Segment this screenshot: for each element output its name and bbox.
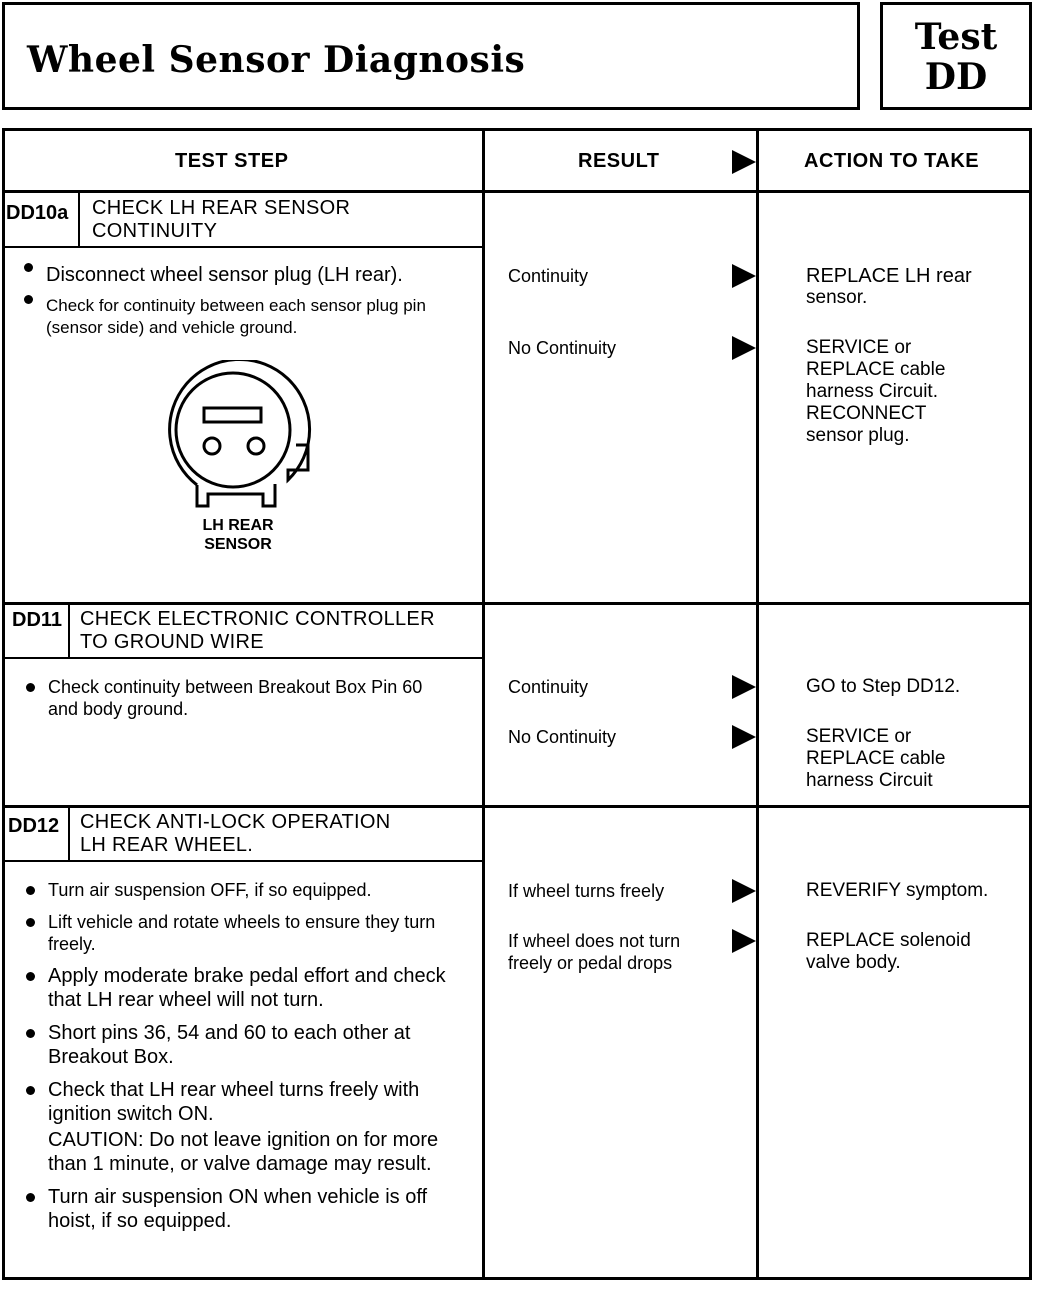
arrow-icon xyxy=(732,725,756,749)
test-code: DD xyxy=(924,56,988,98)
result-text: If wheel does not turn freely or pedal drops xyxy=(508,931,681,973)
list-item: Lift vehicle and rotate wheels to ensure they turn freely. xyxy=(26,911,466,955)
diagram-label-line: LH REAR xyxy=(202,517,274,534)
diagram-label xyxy=(178,516,298,554)
result-text: No Continuity xyxy=(508,338,617,358)
step-bullets xyxy=(26,676,426,730)
action-line: GO to Step DD12. xyxy=(806,676,961,697)
arrow-icon xyxy=(732,929,756,953)
test-id-box xyxy=(880,2,1032,110)
step-row-divider xyxy=(2,805,1032,808)
list-item: Short pins 36, 54 and 60 to each other at Breakout Box. xyxy=(26,1021,466,1069)
list-item: Check for continuity between each sensor plug pin (sensor side) and vehicle ground. xyxy=(24,295,474,339)
header-row-divider xyxy=(2,190,1032,193)
action-line: sensor plug. xyxy=(806,425,910,446)
list-item xyxy=(26,1078,466,1176)
arrow-icon xyxy=(732,336,756,360)
action-line: SERVICE or xyxy=(806,337,912,358)
column-divider-2 xyxy=(756,128,759,1280)
result-text: Continuity xyxy=(508,677,589,697)
action-line: harness Circuit xyxy=(806,770,933,791)
arrow-icon xyxy=(732,150,756,174)
action-line: valve body. xyxy=(806,952,901,973)
step-title-divider xyxy=(2,246,484,248)
step-title-divider xyxy=(2,860,484,862)
diagram-label-line: SENSOR xyxy=(204,536,272,553)
sensor-connector-diagram xyxy=(160,360,316,516)
result-text: Continuity xyxy=(508,266,589,286)
list-item-text: Check that LH rear wheel turns freely with ignition switch ON. xyxy=(48,1079,420,1125)
step-title-line: CHECK ANTI-LOCK OPERATION xyxy=(80,811,391,833)
connector-pin-1 xyxy=(204,438,220,454)
column-header-test-step: TEST STEP xyxy=(175,150,289,172)
action-line: REPLACE cable xyxy=(806,359,946,380)
connector-pin-2 xyxy=(248,438,264,454)
title-box xyxy=(2,2,860,110)
action-text xyxy=(806,880,988,902)
column-header-action: ACTION TO TAKE xyxy=(804,150,980,172)
action-text xyxy=(806,265,972,309)
step-title-divider xyxy=(2,657,484,659)
action-line: RECONNECT xyxy=(806,403,927,424)
action-text xyxy=(806,930,971,974)
test-label: Test xyxy=(914,16,998,58)
step-id: DD12 xyxy=(8,815,60,837)
connector-inner-ring xyxy=(176,373,290,487)
step-id: DD11 xyxy=(12,609,63,631)
action-line: sensor. xyxy=(806,287,868,308)
connector-key-slot xyxy=(204,408,261,422)
step-bullets xyxy=(24,263,474,339)
list-item: Turn air suspension ON when vehicle is off hoist, if so equipped. xyxy=(26,1185,466,1233)
action-line: REPLACE solenoid xyxy=(806,930,971,951)
list-item: Apply moderate brake pedal effort and check that LH rear wheel will not turn. xyxy=(26,964,466,1012)
step-title xyxy=(92,197,350,243)
step-id: DD10a xyxy=(6,202,69,224)
list-item: Check continuity between Breakout Box Pin 60 and body ground. xyxy=(26,676,426,720)
step-id-divider xyxy=(68,604,70,658)
arrow-icon xyxy=(732,675,756,699)
arrow-icon xyxy=(732,264,756,288)
action-line: REPLACE cable xyxy=(806,748,946,769)
action-line: SERVICE or xyxy=(806,726,912,747)
step-title-line: LH REAR WHEEL. xyxy=(80,834,254,856)
step-title-line: TO GROUND WIRE xyxy=(80,631,264,653)
step-title xyxy=(80,608,435,654)
action-text xyxy=(806,337,945,447)
step-title xyxy=(80,811,391,857)
step-row-divider xyxy=(2,602,1032,605)
result-text: If wheel turns freely xyxy=(508,881,665,901)
step-id-divider xyxy=(78,192,80,248)
step-title-line: CONTINUITY xyxy=(92,220,218,242)
step-bullets xyxy=(26,879,466,965)
action-line: REPLACE LH rear xyxy=(806,265,972,287)
list-item: Disconnect wheel sensor plug (LH rear). xyxy=(24,263,474,287)
arrow-icon xyxy=(732,879,756,903)
list-item: Turn air suspension OFF, if so equipped. xyxy=(26,879,466,901)
action-line: harness Circuit. xyxy=(806,381,938,402)
step-title-line: CHECK LH REAR SENSOR xyxy=(92,197,351,219)
step-title-line: CHECK ELECTRONIC CONTROLLER xyxy=(80,608,435,630)
action-text xyxy=(806,676,960,698)
page-title: Wheel Sensor Diagnosis xyxy=(27,39,526,81)
caution-note: CAUTION: Do not leave ignition on for more than 1 minute, or valve damage may result. xyxy=(48,1129,439,1175)
action-text xyxy=(806,726,945,792)
column-header-result: RESULT xyxy=(578,150,660,172)
step-bullets xyxy=(26,964,466,1242)
result-text: No Continuity xyxy=(508,727,617,747)
column-divider-1 xyxy=(482,128,485,1280)
action-line: REVERIFY symptom. xyxy=(806,880,989,901)
step-id-divider xyxy=(68,807,70,861)
